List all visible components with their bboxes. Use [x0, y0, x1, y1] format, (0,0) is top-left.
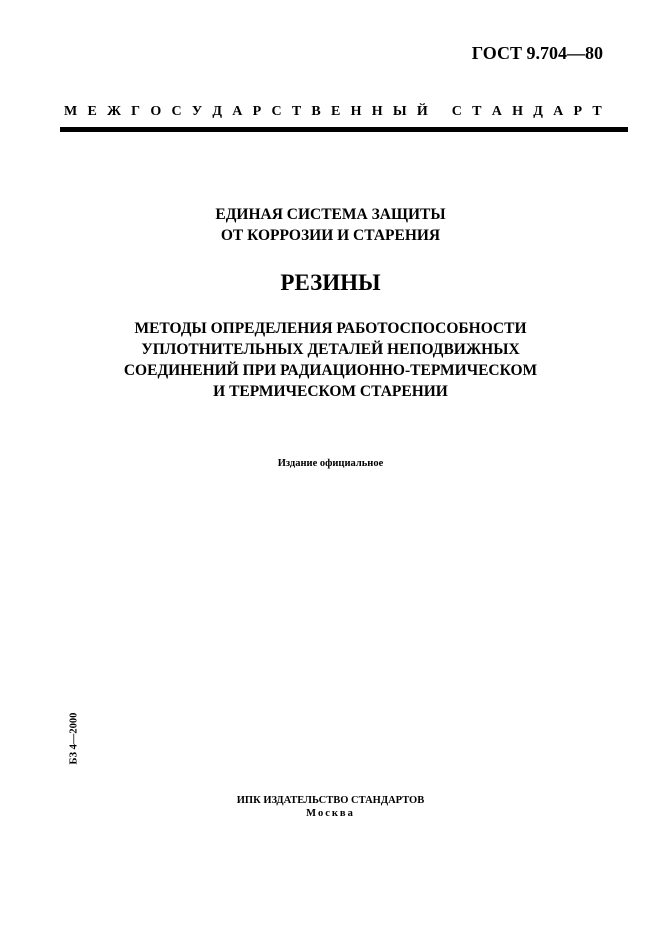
category-letter — [438, 104, 442, 120]
category-letter: Н — [512, 104, 524, 119]
subtitle-line: МЕТОДЫ ОПРЕДЕЛЕНИЯ РАБОТОСПОСОБНОСТИ — [134, 320, 527, 337]
main-title: РЕЗИНЫ — [280, 270, 381, 295]
category-letter: У — [191, 104, 203, 119]
category-letter: С — [171, 104, 182, 119]
category-letter: Ы — [392, 104, 407, 119]
category-letter: В — [311, 104, 321, 119]
series-title — [0, 204, 661, 246]
header-rule — [60, 127, 628, 132]
category-letter: Д — [533, 104, 543, 119]
category-letter: Р — [573, 104, 583, 119]
side-code: БЗ 4—2000 — [68, 712, 80, 765]
category-letter: Д — [212, 104, 223, 119]
subtitle-line: И ТЕРМИЧЕСКОМ СТАРЕНИИ — [213, 383, 448, 400]
category-letter: С — [451, 104, 462, 119]
category-letter: А — [232, 104, 243, 119]
category-letter: Т — [472, 104, 482, 119]
publisher-name: ИПК ИЗДАТЕЛЬСТВО СТАНДАРТОВ — [236, 795, 425, 806]
category-letter: А — [491, 104, 502, 119]
category-letter: Н — [350, 104, 362, 119]
category-letter: Г — [131, 104, 141, 119]
series-line: ОТ КОРРОЗИИ И СТАРЕНИЯ — [220, 227, 441, 244]
category-letter: Р — [252, 104, 262, 119]
edition-label: Издание официальное — [277, 458, 384, 469]
standard-designation: ГОСТ 9.704—80 — [471, 43, 603, 63]
category-letter: А — [553, 104, 564, 119]
category-letter: Ж — [107, 104, 121, 119]
category-letter: О — [150, 104, 162, 119]
category-letter: Т — [592, 104, 602, 119]
category-letter: М — [64, 104, 78, 119]
category-letter: Е — [87, 104, 97, 119]
category-letter: Т — [291, 104, 302, 119]
series-line: ЕДИНАЯ СИСТЕМА ЗАЩИТЫ — [215, 206, 446, 223]
category-letter: Й — [416, 104, 428, 119]
category-letter: Е — [331, 104, 341, 119]
standard-category — [64, 104, 602, 120]
category-letter: С — [271, 104, 282, 119]
subtitle-line: УПЛОТНИТЕЛЬНЫХ ДЕТАЛЕЙ НЕПОДВИЖНЫХ — [141, 341, 520, 358]
subtitle-line: СОЕДИНЕНИЙ ПРИ РАДИАЦИОННО-ТЕРМИЧЕСКОМ — [123, 362, 538, 379]
publisher-city: Москва — [306, 808, 355, 819]
subtitle — [0, 318, 661, 402]
category-letter: Н — [371, 104, 383, 119]
